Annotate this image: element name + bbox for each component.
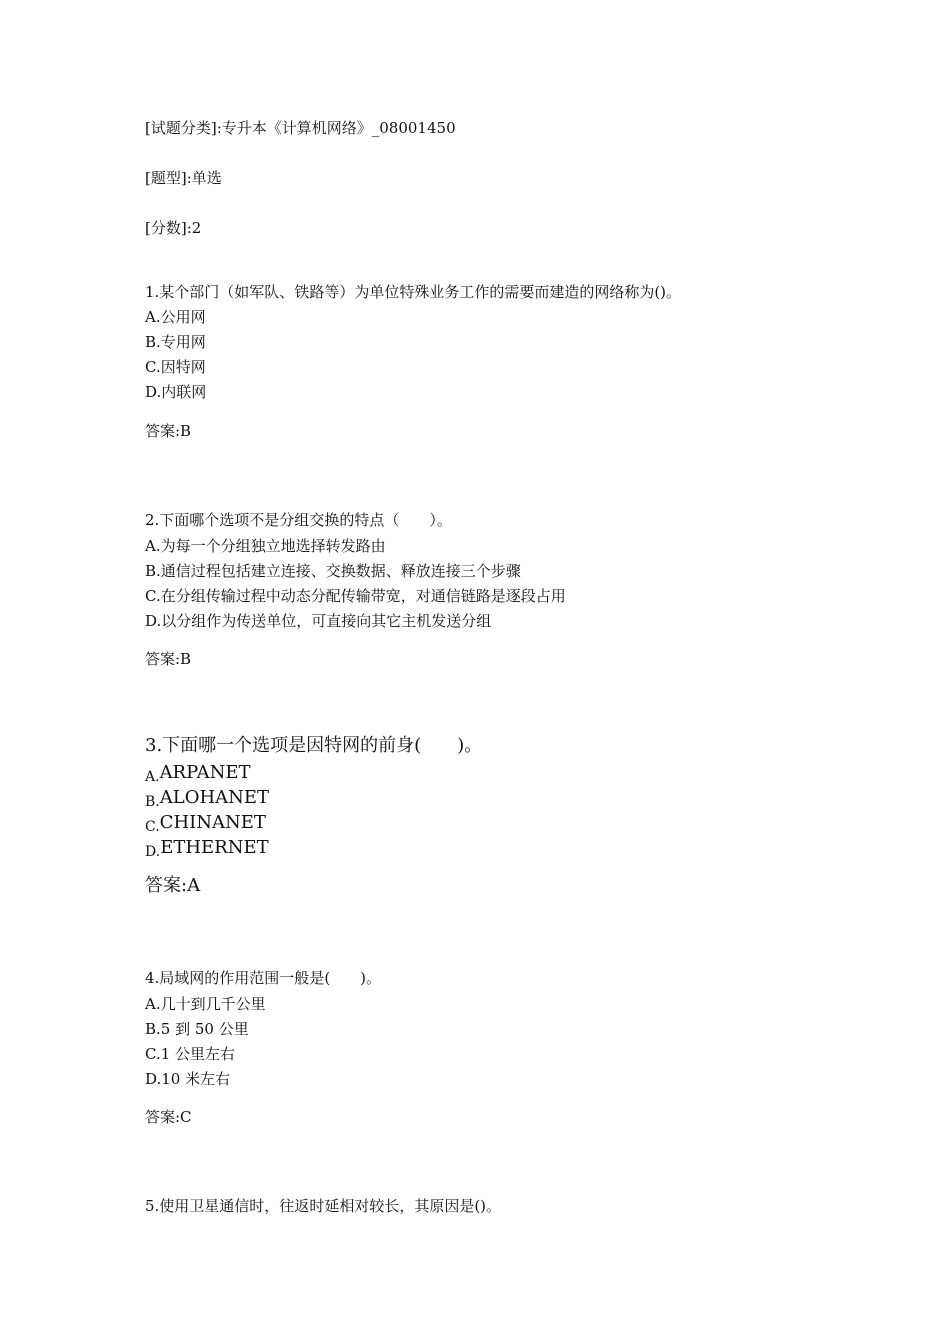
question-1-answer: 答案:B xyxy=(145,422,192,440)
option-letter: D. xyxy=(145,844,161,860)
question-4-option-a: A.几十到几千公里 xyxy=(145,995,266,1013)
option-text: CHINANET xyxy=(159,812,266,833)
question-4-option-b: B.5 到 50 公里 xyxy=(145,1020,249,1038)
question-1-option-a: A.公用网 xyxy=(145,308,206,326)
option-text: ALOHANET xyxy=(159,787,270,808)
question-3-option-c xyxy=(145,811,266,836)
question-1-option-c: C.因特网 xyxy=(145,358,206,376)
question-4-option-c: C.1 公里左右 xyxy=(145,1045,236,1063)
question-2-answer: 答案:B xyxy=(145,650,192,668)
type-line: [题型]:单选 xyxy=(145,169,222,187)
score-line: [分数]:2 xyxy=(145,219,202,237)
question-1-stem: 1.某个部门（如军队、铁路等）为单位特殊业务工作的需要而建造的网络称为()。 xyxy=(145,283,682,301)
question-3-option-b xyxy=(145,786,269,811)
question-3-answer: 答案:A xyxy=(145,875,201,896)
question-2-option-c: C.在分组传输过程中动态分配传输带宽，对通信链路是逐段占用 xyxy=(145,587,566,605)
option-letter: B. xyxy=(145,794,160,810)
question-2-stem: 2.下面哪个选项不是分组交换的特点（ ）。 xyxy=(145,511,452,529)
question-1-option-d: D.内联网 xyxy=(145,383,207,401)
question-1-option-b: B.专用网 xyxy=(145,333,206,351)
question-4-answer: 答案:C xyxy=(145,1108,192,1126)
category-line: [试题分类]:专升本《计算机网络》_08001450 xyxy=(145,119,456,137)
option-text: ARPANET xyxy=(159,762,251,783)
question-2-option-d: D.以分组作为传送单位，可直接向其它主机发送分组 xyxy=(145,612,492,630)
option-letter: C. xyxy=(145,819,160,835)
question-3-stem: 3.下面哪一个选项是因特网的前身( )。 xyxy=(145,735,483,756)
question-2-option-a: A.为每一个分组独立地选择转发路由 xyxy=(145,537,386,555)
option-text: ETHERNET xyxy=(160,837,269,858)
question-4-stem: 4.局域网的作用范围一般是( )。 xyxy=(145,969,382,987)
question-3-option-a xyxy=(145,761,250,786)
question-5-stem: 5.使用卫星通信时，往返时延相对较长，其原因是()。 xyxy=(145,1197,502,1215)
question-2-option-b: B.通信过程包括建立连接、交换数据、释放连接三个步骤 xyxy=(145,562,521,580)
question-3-option-d xyxy=(145,836,269,861)
option-letter: A. xyxy=(145,769,160,785)
question-4-option-d: D.10 米左右 xyxy=(145,1070,231,1088)
